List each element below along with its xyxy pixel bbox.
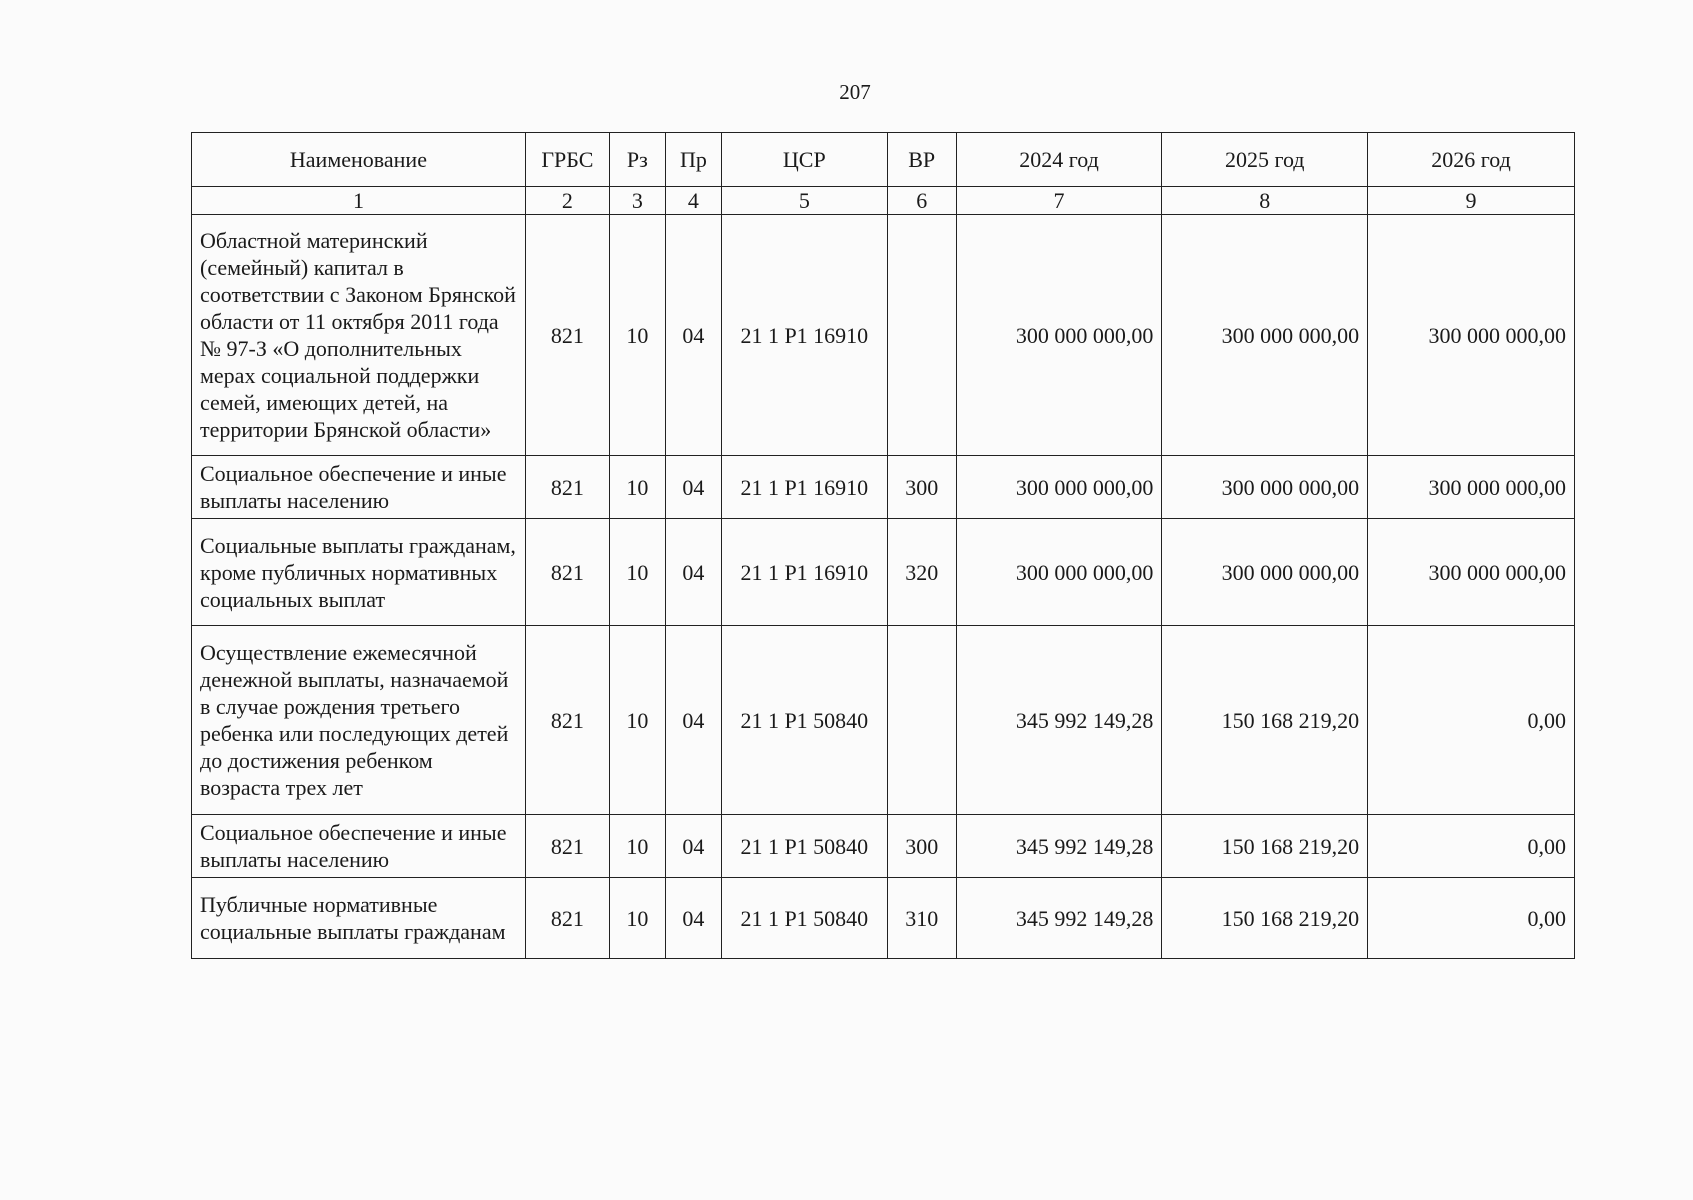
cell-2026: 300 000 000,00: [1368, 519, 1575, 626]
cell-grbs: 821: [525, 215, 609, 456]
cell-csr: 21 1 P1 50840: [721, 878, 887, 959]
cell-vr: 300: [887, 456, 956, 519]
cell-vr: [887, 215, 956, 456]
cell-2024: 300 000 000,00: [956, 519, 1162, 626]
cell-rz: 10: [609, 456, 665, 519]
cell-2024: 300 000 000,00: [956, 215, 1162, 456]
cell-2024: 300 000 000,00: [956, 456, 1162, 519]
page-number: 207: [839, 80, 871, 104]
column-number: 6: [887, 187, 956, 215]
header-csr: ЦСР: [721, 133, 887, 187]
cell-2024: 345 992 149,28: [956, 626, 1162, 815]
column-number: 2: [525, 187, 609, 215]
cell-rz: 10: [609, 815, 665, 878]
cell-name: Осуществление ежемесячной денежной выплаты, назначаемой в случае рождения третьего ребенка или последующих детей до достижения ребенком возраста трех лет: [192, 626, 526, 815]
table-row: [192, 456, 1575, 519]
table-row: [192, 626, 1575, 815]
cell-2024: 345 992 149,28: [956, 878, 1162, 959]
column-number: 3: [609, 187, 665, 215]
cell-2025: 150 168 219,20: [1162, 626, 1368, 815]
cell-grbs: 821: [525, 519, 609, 626]
cell-name: Областной материнский (семейный) капитал в соответствии с Законом Брянской области от 11 октября 2011 года № 97-З «О дополнительных мерах социальной поддержки семей, имеющих детей, на территории Брянской области»: [192, 215, 526, 456]
column-number: 5: [721, 187, 887, 215]
budget-table: [191, 132, 1575, 959]
cell-pr: 04: [665, 626, 721, 815]
cell-2025: 150 168 219,20: [1162, 878, 1368, 959]
cell-name: Публичные нормативные социальные выплаты гражданам: [192, 878, 526, 959]
cell-pr: 04: [665, 215, 721, 456]
cell-grbs: 821: [525, 456, 609, 519]
column-number-row: [192, 187, 1575, 215]
cell-name: Социальное обеспечение и иные выплаты населению: [192, 815, 526, 878]
cell-2026: 0,00: [1368, 878, 1575, 959]
cell-vr: [887, 626, 956, 815]
cell-rz: 10: [609, 878, 665, 959]
cell-2026: 300 000 000,00: [1368, 456, 1575, 519]
cell-2025: 150 168 219,20: [1162, 815, 1368, 878]
cell-csr: 21 1 P1 16910: [721, 519, 887, 626]
header-grbs: ГРБС: [525, 133, 609, 187]
cell-pr: 04: [665, 519, 721, 626]
header-name: Наименование: [192, 133, 526, 187]
cell-name: Социальные выплаты гражданам, кроме публичных нормативных социальных выплат: [192, 519, 526, 626]
header-2026: 2026 год: [1368, 133, 1575, 187]
cell-2024: 345 992 149,28: [956, 815, 1162, 878]
table-row: [192, 815, 1575, 878]
cell-csr: 21 1 P1 16910: [721, 215, 887, 456]
table-row: [192, 519, 1575, 626]
column-number: 8: [1162, 187, 1368, 215]
cell-2026: 0,00: [1368, 626, 1575, 815]
header-rz: Рз: [609, 133, 665, 187]
cell-2025: 300 000 000,00: [1162, 215, 1368, 456]
header-pr: Пр: [665, 133, 721, 187]
column-number: 9: [1368, 187, 1575, 215]
cell-pr: 04: [665, 815, 721, 878]
table-row: [192, 215, 1575, 456]
header-2025: 2025 год: [1162, 133, 1368, 187]
cell-rz: 10: [609, 519, 665, 626]
cell-csr: 21 1 P1 50840: [721, 815, 887, 878]
cell-csr: 21 1 P1 50840: [721, 626, 887, 815]
cell-2025: 300 000 000,00: [1162, 456, 1368, 519]
header-2024: 2024 год: [956, 133, 1162, 187]
header-vr: ВР: [887, 133, 956, 187]
cell-2026: 300 000 000,00: [1368, 215, 1575, 456]
cell-name: Социальное обеспечение и иные выплаты населению: [192, 456, 526, 519]
column-number: 7: [956, 187, 1162, 215]
cell-vr: 310: [887, 878, 956, 959]
cell-2025: 300 000 000,00: [1162, 519, 1368, 626]
cell-grbs: 821: [525, 878, 609, 959]
table-row: [192, 878, 1575, 959]
cell-pr: 04: [665, 456, 721, 519]
cell-grbs: 821: [525, 815, 609, 878]
cell-2026: 0,00: [1368, 815, 1575, 878]
cell-csr: 21 1 P1 16910: [721, 456, 887, 519]
cell-pr: 04: [665, 878, 721, 959]
cell-rz: 10: [609, 626, 665, 815]
cell-vr: 300: [887, 815, 956, 878]
cell-vr: 320: [887, 519, 956, 626]
cell-grbs: 821: [525, 626, 609, 815]
column-number: 1: [192, 187, 526, 215]
header-row: [192, 133, 1575, 187]
cell-rz: 10: [609, 215, 665, 456]
column-number: 4: [665, 187, 721, 215]
